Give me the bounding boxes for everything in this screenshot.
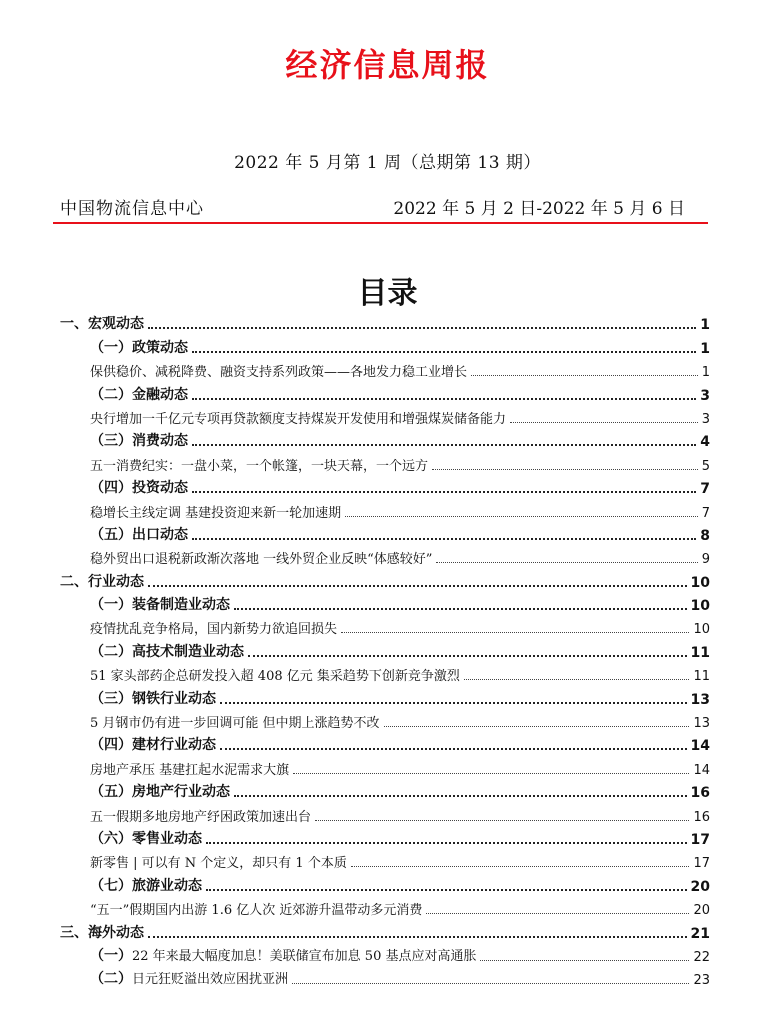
toc-entry-text: （一）政策动态 <box>90 339 188 356</box>
toc-page-number: 1 <box>700 317 710 334</box>
toc-leader-dots <box>248 655 687 657</box>
toc-entry[interactable] <box>60 593 710 616</box>
toc-entry-text: （二）金融动态 <box>90 386 188 403</box>
toc-entry[interactable] <box>60 406 710 429</box>
toc-page-number: 3 <box>701 411 710 427</box>
table-of-contents <box>60 312 710 990</box>
toc-entry-text: 5 月钢市仍有进一步回调可能 但中期上涨趋势不改 <box>90 716 380 732</box>
toc-entry-text: （三）钢铁行业动态 <box>90 690 216 707</box>
toc-page-number: 16 <box>693 809 710 825</box>
toc-entry-title <box>90 781 230 801</box>
toc-entry-title <box>90 337 188 357</box>
toc-leader-dots <box>432 469 698 470</box>
toc-leader-dots <box>426 913 689 914</box>
toc-entry[interactable] <box>60 873 710 896</box>
toc-page-number: 5 <box>701 458 710 474</box>
toc-entry-text: 51 家头部药企总研发投入超 408 亿元 集采趋势下创新竞争激烈 <box>90 669 460 685</box>
toc-entry[interactable] <box>60 897 710 920</box>
toc-entry-text: （七）旅游业动态 <box>90 877 202 894</box>
toc-entry[interactable] <box>60 850 710 873</box>
toc-entry-text: 五一消费纪实：一盘小菜，一个帐篷，一块天幕，一个远方 <box>90 458 429 474</box>
toc-entry-title <box>90 361 467 380</box>
toc-entry-title <box>90 806 311 825</box>
toc-entry[interactable] <box>60 639 710 662</box>
toc-leader-dots <box>351 866 690 867</box>
toc-entry[interactable] <box>60 710 710 733</box>
toc-entry-title <box>60 571 144 591</box>
toc-entry-text: （二）高技术制造业动态 <box>90 643 244 660</box>
toc-entry-text: “五一”假期国内出游 1.6 亿人次 近郊游升温带动多元消费 <box>90 903 423 919</box>
issue-number: 2022 年 5 月第 1 周（总期第 13 期） <box>234 153 541 173</box>
toc-leader-dots <box>471 375 698 376</box>
toc-entry-title <box>90 430 188 450</box>
toc-page-number: 10 <box>693 622 710 638</box>
toc-entry-title <box>60 922 144 942</box>
toc-entry-text: （一）装备制造业动态 <box>90 597 230 614</box>
toc-entry[interactable] <box>60 827 710 850</box>
toc-entry[interactable] <box>60 733 710 756</box>
toc-entry-text: 保供稳价、减税降费、融资支持系列政策——各地发力稳工业增长 <box>90 365 468 381</box>
toc-page-number: 10 <box>690 574 710 591</box>
toc-leader-dots <box>148 327 696 329</box>
toc-entry-text: （四）投资动态 <box>90 480 188 497</box>
toc-entry-title <box>90 759 289 778</box>
toc-leader-dots <box>192 351 696 353</box>
toc-entry-text: 日元狂贬溢出效应困扰亚洲 <box>132 972 289 988</box>
toc-page-number: 7 <box>701 505 710 521</box>
toc-leader-dots <box>384 726 690 727</box>
toc-entry-text: 央行增加一千亿元专项再贷款额度支持煤炭开发使用和增强煤炭储备能力 <box>90 411 507 427</box>
toc-leader-dots <box>436 562 697 563</box>
toc-entry-text: 稳增长主线定调 基建投资迎来新一轮加速期 <box>90 505 342 521</box>
toc-entry-title <box>90 618 337 637</box>
toc-entry-text: 22 年来最大幅度加息！美联储宣布加息 50 基点应对高通胀 <box>132 948 477 964</box>
toc-entry-title <box>90 594 230 614</box>
toc-leader-dots <box>192 491 696 493</box>
toc-entry-title <box>90 665 460 684</box>
toc-page-number: 7 <box>700 481 710 498</box>
toc-entry-text: 二、行业动态 <box>60 573 144 590</box>
toc-entry[interactable] <box>60 359 710 382</box>
toc-entry-prefix: （二） <box>90 971 132 988</box>
toc-page-number: 10 <box>690 598 710 615</box>
toc-page-number: 3 <box>700 387 710 404</box>
toc-entry-text: （四）建材行业动态 <box>90 737 216 754</box>
toc-entry-title <box>90 712 380 731</box>
toc-page-number: 21 <box>690 925 710 942</box>
toc-page-number: 22 <box>693 949 710 965</box>
toc-leader-dots <box>148 936 687 938</box>
toc-page-number: 11 <box>690 644 710 661</box>
toc-entry-text: （五）房地产行业动态 <box>90 784 230 801</box>
toc-entry[interactable] <box>60 312 710 335</box>
toc-entry-title <box>90 828 202 848</box>
toc-entry-text: 三、海外动态 <box>60 924 144 941</box>
toc-leader-dots <box>206 889 687 891</box>
toc-entry[interactable] <box>60 803 710 826</box>
toc-page-number: 1 <box>700 340 710 357</box>
toc-leader-dots <box>192 398 696 400</box>
toc-entry[interactable] <box>60 476 710 499</box>
toc-page-number: 17 <box>690 831 710 848</box>
toc-page-number: 4 <box>700 434 710 451</box>
toc-entry[interactable] <box>60 569 710 592</box>
toc-entry-text: （三）消费动态 <box>90 433 188 450</box>
toc-leader-dots <box>234 608 687 610</box>
toc-leader-dots <box>293 773 689 774</box>
organization-name: 中国物流信息中心 <box>60 199 204 219</box>
toc-entry-title <box>90 875 202 895</box>
toc-entry-text: 一、宏观动态 <box>60 316 144 333</box>
toc-entry[interactable] <box>60 452 710 475</box>
toc-leader-dots <box>464 679 690 680</box>
toc-page-number: 13 <box>690 691 710 708</box>
report-title: 经济信息周报 <box>285 46 490 84</box>
toc-page-number: 14 <box>693 762 710 778</box>
toc-entry[interactable] <box>60 686 710 709</box>
toc-entry-title <box>90 408 506 427</box>
toc-entry-title <box>60 313 144 333</box>
toc-entry-title <box>90 524 188 544</box>
toc-entry-title <box>90 945 476 965</box>
toc-page-number: 20 <box>690 878 710 895</box>
header-divider <box>53 222 708 224</box>
toc-entry[interactable] <box>60 944 710 967</box>
toc-entry[interactable] <box>60 335 710 358</box>
toc-entry[interactable] <box>60 780 710 803</box>
date-range: 2022 年 5 月 2 日-2022 年 5 月 6 日 <box>393 199 685 219</box>
toc-entry-text: （五）出口动态 <box>90 526 188 543</box>
toc-entry-text: （六）零售业动态 <box>90 830 202 847</box>
toc-leader-dots <box>292 983 689 984</box>
toc-entry-title <box>90 641 244 661</box>
toc-leader-dots <box>234 795 687 797</box>
toc-page-number: 23 <box>693 973 710 989</box>
toc-heading: 目录 <box>357 276 418 311</box>
toc-leader-dots <box>192 444 696 446</box>
toc-entry-text: 房地产承压 基建扛起水泥需求大旗 <box>90 762 290 778</box>
toc-entry[interactable] <box>60 499 710 522</box>
toc-leader-dots <box>480 960 689 961</box>
toc-leader-dots <box>345 516 698 517</box>
toc-entry-title <box>90 477 188 497</box>
toc-page-number: 13 <box>693 716 710 732</box>
toc-page-number: 14 <box>690 738 710 755</box>
toc-leader-dots <box>220 748 687 750</box>
toc-entry[interactable] <box>60 546 710 569</box>
toc-entry[interactable] <box>60 382 710 405</box>
toc-page-number: 11 <box>693 669 710 685</box>
toc-entry[interactable] <box>60 429 710 452</box>
toc-entry-text: 疫情扰乱竞争格局，国内新势力欲追回损失 <box>90 622 338 638</box>
toc-page-number: 1 <box>701 365 710 381</box>
toc-entry[interactable] <box>60 616 710 639</box>
toc-leader-dots <box>315 820 689 821</box>
toc-entry-title <box>90 899 422 918</box>
toc-leader-dots <box>510 422 698 423</box>
toc-entry-text: 新零售 | 可以有 N 个定义，却只有 1 个本质 <box>90 856 347 872</box>
toc-leader-dots <box>206 842 687 844</box>
toc-entry[interactable] <box>60 920 710 943</box>
toc-entry[interactable] <box>60 523 710 546</box>
toc-entry-prefix: （一） <box>90 947 132 964</box>
toc-page-number: 17 <box>693 856 710 872</box>
toc-leader-dots <box>192 538 696 540</box>
toc-entry-title <box>90 852 347 871</box>
toc-entry-title <box>90 384 188 404</box>
toc-leader-dots <box>220 702 687 704</box>
toc-entry-title <box>90 968 288 988</box>
toc-entry-title <box>90 455 428 474</box>
toc-entry-title <box>90 734 216 754</box>
toc-page-number: 16 <box>690 785 710 802</box>
toc-page-number: 9 <box>701 552 710 568</box>
toc-entry-text: 稳外贸出口退税新政渐次落地 一线外贸企业反映“体感较好” <box>90 552 433 568</box>
toc-entry-title <box>90 548 432 567</box>
toc-entry-title <box>90 688 216 708</box>
toc-leader-dots <box>148 585 687 587</box>
toc-entry[interactable] <box>60 663 710 686</box>
toc-entry-title <box>90 502 341 521</box>
toc-page-number: 8 <box>700 527 710 544</box>
toc-entry-text: 五一假期多地房地产纾困政策加速出台 <box>90 809 312 825</box>
toc-entry[interactable] <box>60 967 710 990</box>
toc-entry[interactable] <box>60 756 710 779</box>
toc-page-number: 20 <box>693 903 710 919</box>
toc-leader-dots <box>341 632 689 633</box>
